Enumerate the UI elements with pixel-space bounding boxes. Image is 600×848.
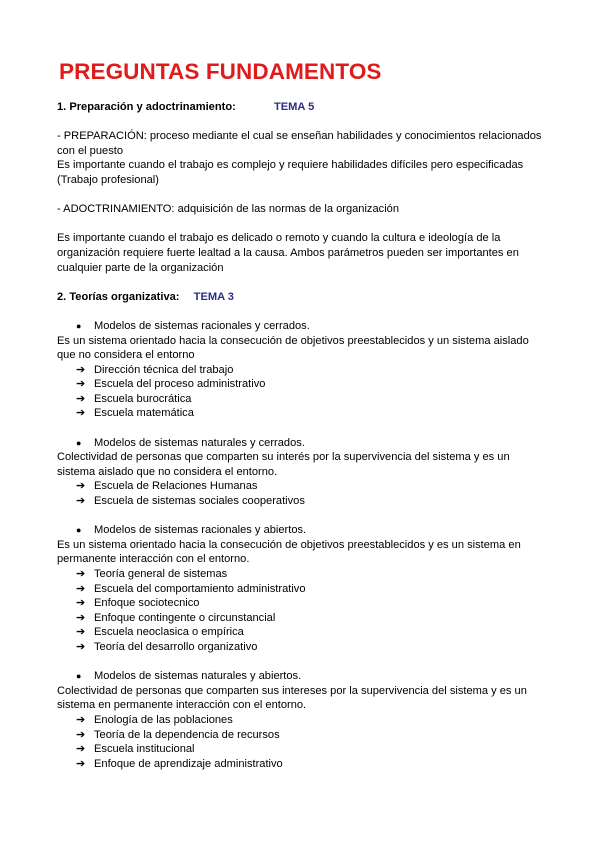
section2-tema: TEMA 3 <box>193 290 234 303</box>
list-item <box>57 640 544 655</box>
list-item-text: Enología de las poblaciones <box>94 713 233 726</box>
arrow-right-icon: ➔ <box>76 743 86 756</box>
list-item-text: Escuela del comportamiento administrativo <box>94 582 306 595</box>
arrow-right-icon: ➔ <box>76 640 86 653</box>
arrow-right-icon: ➔ <box>76 495 86 508</box>
model-title-text: Modelos de sistemas racionales y abiertos. <box>94 524 307 537</box>
models-list <box>57 319 544 771</box>
section2-heading <box>57 290 544 305</box>
model-description: Colectividad de personas que comparten sus intereses por la supervivencia del sistema y es un sistema en permanente interacción con el entorno. <box>57 684 527 712</box>
section1-tema: TEMA 5 <box>273 101 315 113</box>
model-title-text: Modelos de sistemas naturales y abiertos. <box>94 670 302 683</box>
list-item <box>57 742 544 757</box>
list-item-text: Enfoque de aprendizaje administrativo <box>94 757 283 770</box>
section1-heading-text: 1. Preparación y adoctrinamiento: <box>57 101 236 113</box>
model-title <box>57 319 544 334</box>
arrow-right-icon: ➔ <box>76 582 86 595</box>
arrow-right-icon: ➔ <box>76 568 86 580</box>
list-item <box>57 363 544 378</box>
list-item <box>57 377 544 392</box>
arrow-right-icon: ➔ <box>76 480 86 493</box>
list-item-text: Escuela matemática <box>94 407 194 420</box>
list-item-text: Teoría del desarrollo organizativo <box>94 640 258 653</box>
list-item-text: Escuela institucional <box>94 743 195 756</box>
model-title-text: Modelos de sistemas naturales y cerrados. <box>94 436 305 449</box>
list-item <box>57 611 544 626</box>
list-item-text: Enfoque contingente o circunstancial <box>94 611 276 624</box>
bullet-dot-icon: ● <box>76 437 82 448</box>
list-item <box>57 713 544 728</box>
list-item <box>57 479 544 494</box>
arrow-right-icon: ➔ <box>76 378 86 391</box>
list-item <box>57 757 544 772</box>
model-title <box>57 669 544 684</box>
model-description: Es un sistema orientado hacia la consecución de objetivos preestablecidos y un sistema aislado que no considera el entorno <box>57 334 529 362</box>
list-item <box>57 392 544 407</box>
adoctrinamiento-note: Es importante cuando el trabajo es delicado o remoto y cuando la cultura e ideología de la organización requiere fuerte lealtad a la causa. Ambos parámetros pueden ser importantes en cualquier parte de la organización <box>57 232 519 274</box>
arrow-right-icon: ➔ <box>76 728 86 741</box>
list-item <box>57 494 544 509</box>
section2-heading-text: 2. Teorías organizativa: <box>57 290 180 303</box>
arrow-right-icon: ➔ <box>76 407 86 420</box>
model-title <box>57 436 544 451</box>
adoctrinamiento-definition: - ADOCTRINAMIENTO: adquisición de las normas de la organización <box>57 203 399 216</box>
document-title: PREGUNTAS FUNDAMENTOS <box>59 59 382 84</box>
list-item <box>57 582 544 597</box>
list-item-text: Dirección técnica del trabajo <box>94 363 234 376</box>
list-item <box>57 596 544 611</box>
list-item <box>57 728 544 743</box>
bullet-dot-icon: ● <box>76 671 82 682</box>
model-items-list <box>57 713 544 771</box>
model-description: Colectividad de personas que comparten su interés por la supervivencia del sistema y es un sistema aislado que no considera el entorno. <box>57 451 510 478</box>
arrow-right-icon: ➔ <box>76 713 86 726</box>
list-item <box>57 567 544 582</box>
arrow-right-icon: ➔ <box>76 597 86 610</box>
list-item-text: Enfoque sociotecnico <box>94 597 200 610</box>
preparacion-definition: - PREPARACIÓN: proceso mediante el cual se enseñan habilidades y conocimientos relacionados con el puesto <box>57 130 542 157</box>
arrow-right-icon: ➔ <box>76 611 86 624</box>
model-description: Es un sistema orientado hacia la consecución de objetivos preestablecidos y es un sistema en permanente interacción con el entorno. <box>57 538 521 566</box>
list-item-text: Escuela del proceso administrativo <box>94 378 266 391</box>
list-item <box>57 406 544 421</box>
list-item-text: Escuela de Relaciones Humanas <box>94 480 258 493</box>
arrow-right-icon: ➔ <box>76 626 86 639</box>
bullet-dot-icon: ● <box>76 525 82 536</box>
model-title <box>57 523 544 538</box>
list-item-text: Teoría de la dependencia de recursos <box>94 728 280 741</box>
preparacion-note: Es importante cuando el trabajo es complejo y requiere habilidades difíciles pero especificadas (Trabajo profesional) <box>57 159 524 186</box>
model-items-list <box>57 479 544 508</box>
model-items-list <box>57 363 544 421</box>
model-items-list <box>57 567 544 655</box>
section1-heading <box>57 100 544 115</box>
list-item-text: Escuela de sistemas sociales cooperativos <box>94 495 305 508</box>
model-title-text: Modelos de sistemas racionales y cerrados. <box>94 319 310 332</box>
list-item <box>57 625 544 640</box>
bullet-dot-icon: ● <box>76 320 82 331</box>
list-item-text: Escuela neoclasica o empírica <box>94 626 244 639</box>
arrow-right-icon: ➔ <box>76 392 86 405</box>
list-item-text: Teoría general de sistemas <box>94 568 228 580</box>
arrow-right-icon: ➔ <box>76 757 86 770</box>
arrow-right-icon: ➔ <box>76 363 86 376</box>
list-item-text: Escuela burocrática <box>94 392 192 405</box>
